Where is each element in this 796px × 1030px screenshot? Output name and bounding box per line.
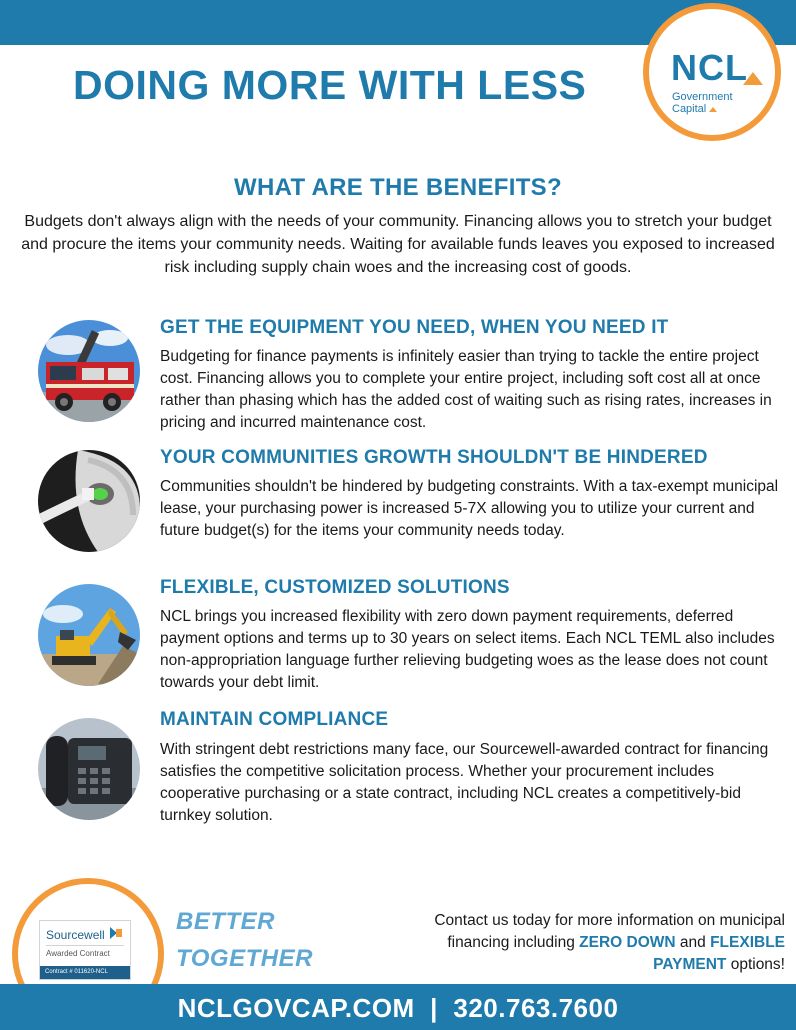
section-body-equipment: Budgeting for finance payments is infinitely easier than trying to tackle the entire project cost. Financing allows you to complete your entire project, including soft cost all at once rather than phasing which has the added cost of waiting such as rising rates, increases in pricing and incurred maintenance cost. <box>160 348 772 431</box>
logo-subtitle: Government Capital <box>672 91 733 115</box>
section-body-growth: Communities shouldn't be hindered by budgeting constraints. With a tax-exempt municipal lease, your purchasing power is increased 5-7X allowing you to utilize your current and future budget(s) for the items your community needs today. <box>160 478 779 539</box>
excavator-image <box>38 584 140 686</box>
logo-triangle-icon <box>743 72 763 85</box>
benefits-title: WHAT ARE THE BENEFITS? <box>234 174 562 201</box>
zero-down-highlight: ZERO DOWN <box>579 934 676 951</box>
logo-wordmark: NCL <box>671 47 748 88</box>
benefits-intro: Budgets don't always align with the needs of your community. Financing allows you to stretch your budget and procure the items your community needs. Waiting for available funds leaves you exposed to increased risk including supply chain woes and the increasing cost of goods. <box>21 213 775 276</box>
section-title-growth: YOUR COMMUNITIES GROWTH SHOULDN'T BE HINDERED <box>160 447 708 468</box>
flexible-payment-highlight: FLEXIBLE PAYMENT <box>653 934 785 973</box>
section-title-equipment: GET THE EQUIPMENT YOU NEED, WHEN YOU NEED IT <box>160 317 669 338</box>
page-headline: DOING MORE WITH LESS <box>73 62 587 108</box>
sourcewell-card <box>39 920 131 980</box>
section-title-flexible: FLEXIBLE, CUSTOMIZED SOLUTIONS <box>160 577 510 598</box>
sourcewell-awarded: Awarded Contract <box>46 949 110 958</box>
section-title-compliance: MAINTAIN COMPLIANCE <box>160 709 389 730</box>
section-body-flexible: NCL brings you increased flexibility with zero down payment requirements, deferred payment options and terms up to 30 years on select items. Each NCL TEML also includes non-appropriation language further relieving budgeting woes as the lease does not count towards your debt limit. <box>160 608 775 691</box>
telephone-image <box>38 718 140 820</box>
sourcewell-mark-accent-icon <box>116 929 122 937</box>
divider <box>46 945 124 946</box>
ncl-logo <box>643 3 781 141</box>
contact-cta: Contact us today for more information on municipal financing including ZERO DOWN and FLEXIBLE PAYMENT options! <box>434 912 785 973</box>
fire-truck-image <box>38 320 140 422</box>
ev-charger-image <box>38 450 140 552</box>
contact-line[interactable]: NCLGOVCAP.COM | 320.763.7600 <box>177 993 619 1023</box>
section-body-compliance: With stringent debt restrictions many face, our Sourcewell-awarded contract for financing satisfies the competitive solicitation process. Whether your procurement includes cooperative purchasing or a state contract, including NCL creates a competitively-bid turnkey solution. <box>160 741 769 824</box>
logo-small-triangle-icon <box>709 107 717 112</box>
sourcewell-contract-number: Contract # 011620-NCL <box>40 966 130 979</box>
better-together-tagline: BETTER TOGETHER <box>176 908 313 972</box>
sourcewell-brand: Sourcewell <box>46 928 105 942</box>
footer-banner <box>0 984 796 1030</box>
